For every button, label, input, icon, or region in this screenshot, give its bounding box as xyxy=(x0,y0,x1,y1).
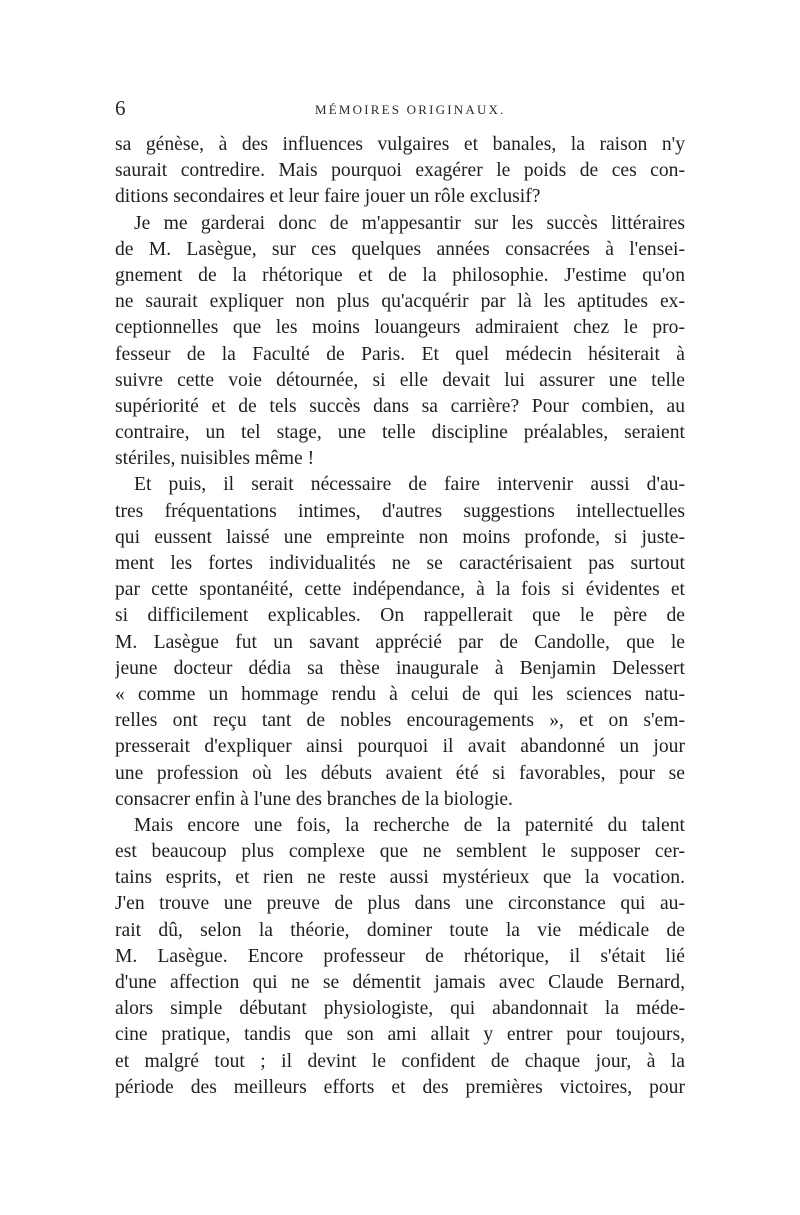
text-line: ne saurait expliquer non plus qu'acquérir par là les aptitudes ex- xyxy=(115,291,685,313)
text-line: M. Lasègue. Encore professeur de rhétorique, il s'était lié xyxy=(115,945,685,967)
body-text xyxy=(115,132,685,1101)
running-head: MÉMOIRES ORIGINAUX. xyxy=(315,102,506,117)
text-line: saurait contredire. Mais pourquoi exagérer le poids de ces con- xyxy=(115,160,685,182)
text-line: cine pratique, tandis que son ami allait y entrer pour toujours, xyxy=(115,1024,685,1046)
text-line: ment les fortes individualités ne se caractérisaient pas surtout xyxy=(115,553,685,574)
text-line: une profession où les débuts avaient été si favorables, pour se xyxy=(115,762,685,784)
text-line: contraire, un tel stage, une telle discipline préalables, seraient xyxy=(115,422,685,444)
text-line: tres fréquentations intimes, d'autres suggestions intellectuelles xyxy=(115,500,685,522)
text-line: sa génèse, à des influences vulgaires et banales, la raison n'y xyxy=(115,134,685,155)
page-number: 6 xyxy=(115,96,126,120)
text-line: Et puis, il serait nécessaire de faire intervenir aussi d'au- xyxy=(134,474,685,496)
text-line: de M. Lasègue, sur ces quelques années consacrées à l'ensei- xyxy=(115,238,685,260)
text-line: ditions secondaires et leur faire jouer un rôle exclusif? xyxy=(115,186,541,208)
text-line: qui eussent laissé une empreinte non moins profonde, si juste- xyxy=(115,526,685,548)
text-line: suivre cette voie détournée, si elle devait lui assurer une telle xyxy=(115,369,685,391)
page-header xyxy=(115,96,685,126)
text-line: si difficilement explicables. On rappellerait que le père de xyxy=(115,605,685,627)
text-line: fesseur de la Faculté de Paris. Et quel médecin hésiterait à xyxy=(115,343,685,365)
text-line: jeune docteur dédia sa thèse inaugurale à Benjamin Delessert xyxy=(115,657,685,679)
text-line: et malgré tout ; il devint le confident de chaque jour, à la xyxy=(115,1050,685,1072)
text-line: ceptionnelles que les moins louangeurs admiraient chez le pro- xyxy=(115,317,685,339)
text-line: Mais encore une fois, la recherche de la paternité du talent xyxy=(134,814,685,836)
text-line: période des meilleurs efforts et des premières victoires, pour xyxy=(115,1076,685,1098)
text-line: stériles, nuisibles même ! xyxy=(115,448,315,470)
text-line: presserait d'expliquer ainsi pourquoi il avait abandonné un jour xyxy=(115,736,685,758)
text-line: consacrer enfin à l'une des branches de la biologie. xyxy=(115,788,513,810)
text-line: Je me garderai donc de m'appesantir sur les succès littéraires xyxy=(134,212,685,234)
text-line: « comme un hommage rendu à celui de qui les sciences natu- xyxy=(115,683,685,705)
text-line: par cette spontanéité, cette indépendance, à la fois si évidentes et xyxy=(115,579,685,601)
text-line: relles ont reçu tant de nobles encouragements », et on s'em- xyxy=(115,710,685,732)
text-line: supériorité et de tels succès dans sa carrière? Pour combien, au xyxy=(115,395,685,417)
text-line: M. Lasègue fut un savant apprécié par de Candolle, que le xyxy=(115,631,685,653)
text-line: alors simple débutant physiologiste, qui abandonnait la méde- xyxy=(115,998,685,1020)
text-line: gnement de la rhétorique et de la philosophie. J'estime qu'on xyxy=(115,264,685,286)
text-line: est beaucoup plus complexe que ne semblent le supposer cer- xyxy=(115,841,685,863)
text-line: rait dû, selon la théorie, dominer toute la vie médicale de xyxy=(115,919,685,941)
text-line: J'en trouve une preuve de plus dans une circonstance qui au- xyxy=(115,893,685,915)
text-line: d'une affection qui ne se démentit jamais avec Claude Bernard, xyxy=(115,972,685,993)
text-line: tains esprits, et rien ne reste aussi mystérieux que la vocation. xyxy=(115,867,685,889)
